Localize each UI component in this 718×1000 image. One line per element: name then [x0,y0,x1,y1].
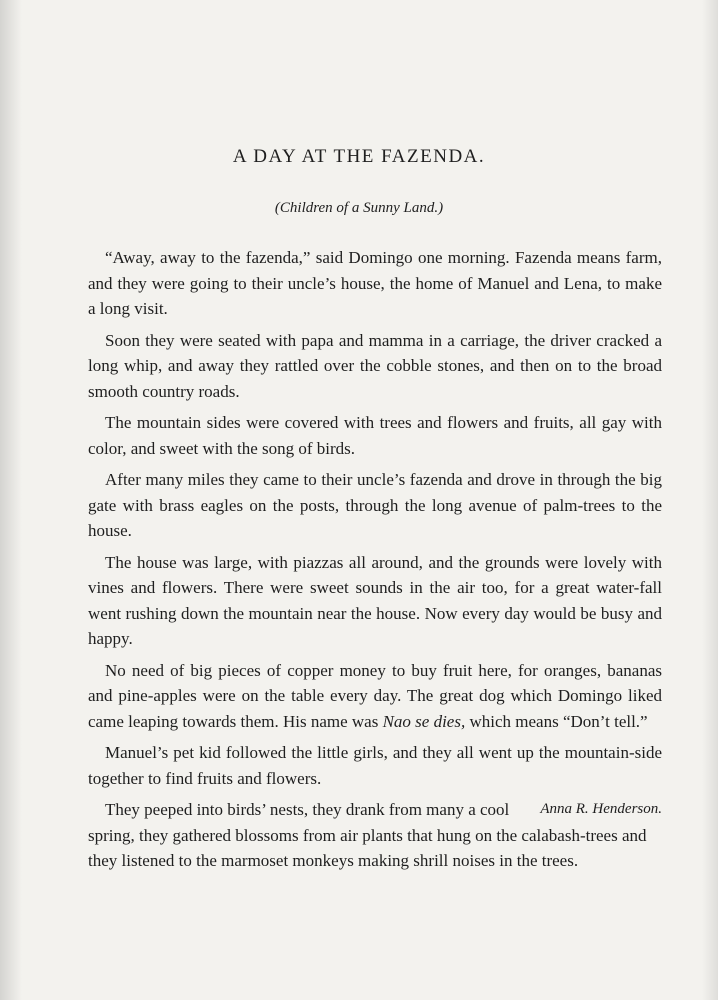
paragraph-6 [88,658,662,735]
subtitle-text: Children of a Sunny Land. [279,200,439,216]
page-title: A DAY AT THE FAZENDA. [232,146,486,167]
subtitle-close-paren: ) [438,200,444,216]
paragraph-4: After many miles they came to their uncle’s fazenda and drove in through the big gate with brass eagles on the posts, through the long avenue of palm-trees to the house. [88,470,662,540]
paragraph-5: The house was large, with piazzas all around, and the grounds were lovely with vines and flowers. There were sweet sounds in the air too, for a great water-fall went rushing down the mountain near the house. Now every day would be busy and happy. [88,552,662,648]
paragraph-8 [88,797,662,874]
paragraph-8-text: They peeped into birds’ nests, they drank from many a cool spring, they gathered blossoms from air plants that hung on the calabash-trees and they listened to the marmoset monkeys making shrill noises in the trees. [88,800,647,870]
paragraph-6-text-b: which means “Don’t tell.” [465,711,648,731]
paragraph-6-text-a: No need of big pieces of copper money to buy fruit here, for oranges, bananas and pine-apples were on the table every day. The great dog which Domingo liked came leaping towards them. His name was [88,660,662,731]
author-signature: Anna R. Henderson. [540,801,662,817]
paragraph-2: Soon they were seated with papa and mamma in a carriage, the driver cracked a long whip, and away they rattled over the cobble stones, and then on to the broad smooth country roads. [88,330,662,401]
dog-name: Nao se dies, [382,711,466,731]
page-subtitle [0,200,718,217]
paragraph-7: Manuel’s pet kid followed the little girls, and they all went up the mountain-side together to find fruits and flowers. [88,743,662,788]
subtitle-open-paren: ( [274,200,280,216]
paragraph-1: “Away, away to the fazenda,” said Domingo one morning. Fazenda means farm, and they were going to their uncle’s house, the home of Manuel and Lena, to make a long visit. [88,248,662,318]
paragraph-3: The mountain sides were covered with trees and flowers and fruits, all gay with color, and sweet with the song of birds. [88,413,662,458]
story-body [88,245,662,880]
